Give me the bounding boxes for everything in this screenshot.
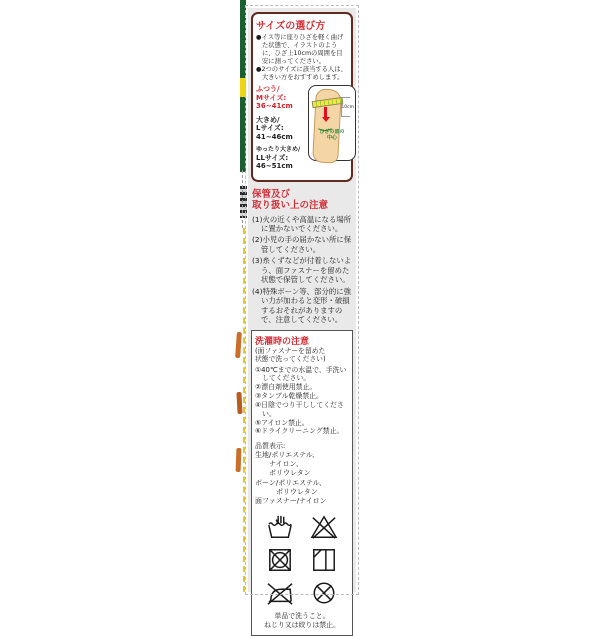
kneecap-label: ひざの皿の 中心 (319, 129, 345, 141)
shade-hang-dry-icon (309, 547, 339, 573)
knee-measure-illustration (308, 85, 356, 161)
instruction-panel (248, 8, 356, 630)
measure-arrow-icon (324, 107, 327, 118)
material-line: 生地/ポリエステル、 (255, 451, 320, 460)
no-bleach-icon (309, 514, 339, 540)
storage-item: (4)特殊ボーン等、部分的に強い力が加わると変形・破損するおそれがありますので、注意してください。 (252, 286, 352, 325)
material-line: ボーン/ポリエステル、 (255, 478, 327, 487)
fold-strip-yellow-segment (240, 78, 246, 97)
washing-item: ⑥ドライクリーニング禁止。 (255, 427, 344, 436)
washing-item: ①40℃までの水温で、手洗いしてください。 (255, 365, 347, 383)
no-dry-clean-icon (309, 580, 339, 606)
cut-line-yellow-dashed (243, 228, 245, 592)
fold-orange-mark (236, 448, 242, 472)
storage-section-title: 保管及び 取り扱い上の注意 (252, 188, 329, 212)
size-guide-bullet: ●イス等に座りひざを軽く曲げた状態で、イラストのように、ひざ上10cmの周囲を目安に測ってください。 (256, 34, 344, 65)
illustration-wrap (308, 85, 356, 176)
size-entry-ll: ゆったり大きめ/ LLサイズ: 46~51cm (256, 146, 301, 171)
washing-note: (面ファスナーを留めた 状態で洗ってください) (255, 346, 326, 364)
material-line: ポリウレタン (255, 487, 318, 496)
washing-title: 洗濯時の注意 (255, 336, 310, 347)
washing-footer: 単品で洗うこと。 ねじり又は絞りは禁止。 (264, 611, 340, 630)
washing-box (251, 330, 353, 636)
quality-title: 品質表示: (255, 442, 286, 451)
fold-orange-mark (235, 332, 242, 358)
storage-item: (2)小児の手の届かない所に保管してください。 (252, 235, 352, 254)
storage-item: (3)糸くずなどが付着しないよう、面ファスナーを留めた状態で保管してください。 (252, 256, 352, 285)
care-symbols-grid (255, 514, 349, 606)
handwash-icon (265, 514, 295, 540)
size-list (256, 85, 308, 176)
size-entry-l: 大きめ/ Lサイズ: 41~46cm (256, 115, 293, 141)
material-line: ナイロン、 (255, 460, 303, 469)
no-tumble-dry-icon (265, 547, 295, 573)
fold-dashed-line (242, 170, 243, 228)
washing-item: ③タンブル乾燥禁止。 (255, 392, 323, 401)
fold-strip-green (240, 0, 246, 172)
fold-orange-mark (236, 392, 242, 414)
size-guide-bullet: ●2つのサイズに該当する人は、大きい方をおすすめします。 (256, 66, 347, 82)
washing-item: ②漂白剤使用禁止。 (255, 383, 317, 392)
storage-item: (1)火の近くや高温になる場所に置かないでください。 (252, 214, 352, 233)
no-iron-icon (265, 580, 295, 606)
size-guide-title: サイズの選び方 (256, 21, 326, 32)
material-line: 面ファスナー/ナイロン (255, 496, 327, 505)
washing-item: ④日陰でつり干ししてください。 (255, 400, 344, 418)
measure-label: 10cm (341, 105, 354, 111)
size-guide-box (251, 12, 353, 182)
material-line: ポリウレタン (255, 469, 311, 478)
size-table (256, 85, 354, 176)
washing-items (255, 366, 349, 437)
size-entry-m: ふつう/ Mサイズ: 36~41cm (256, 85, 293, 111)
washing-item: ⑤アイロン禁止。 (255, 418, 309, 427)
